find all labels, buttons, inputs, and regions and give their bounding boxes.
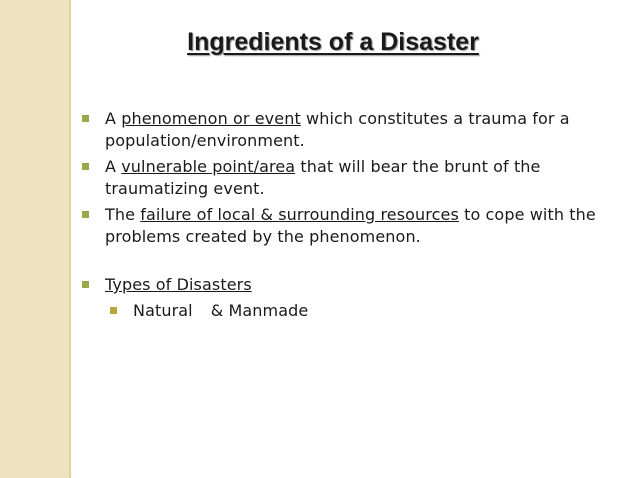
square-bullet-icon	[82, 211, 89, 218]
slide-title: Ingredients of a Disaster	[187, 28, 479, 56]
slide-title-container	[0, 28, 638, 57]
side-strip-edge	[69, 0, 71, 478]
sub-bullet-item	[80, 300, 600, 322]
square-bullet-icon	[82, 281, 89, 288]
types-heading: Types of Disasters	[105, 275, 252, 294]
bullet-text: to cope with the problems created by the phenomenon.	[105, 205, 596, 246]
bullet-text: which constitutes a trauma for a population/environment.	[105, 109, 570, 150]
bullet-underlined-term: phenomenon or event	[121, 109, 301, 128]
bullet-item	[80, 204, 600, 248]
slide-content	[80, 108, 600, 322]
decorative-side-strip	[0, 0, 70, 478]
bullet-text: The	[105, 205, 141, 224]
type-manmade: & Manmade	[210, 301, 309, 320]
square-sub-bullet-icon	[110, 307, 117, 314]
spacer	[80, 252, 600, 274]
square-bullet-icon	[82, 115, 89, 122]
bullet-text: A	[105, 109, 122, 128]
bullet-underlined-term: failure of local & surrounding resources	[140, 205, 459, 224]
bullet-item	[80, 108, 600, 152]
bullet-item-types	[80, 274, 600, 296]
bullet-text: that will bear the brunt of the traumatizing event.	[105, 157, 541, 198]
type-natural: Natural	[133, 301, 193, 320]
square-bullet-icon	[82, 163, 89, 170]
bullet-item	[80, 156, 600, 200]
bullet-underlined-term: vulnerable point/area	[121, 157, 296, 176]
bullet-text: A	[105, 157, 122, 176]
